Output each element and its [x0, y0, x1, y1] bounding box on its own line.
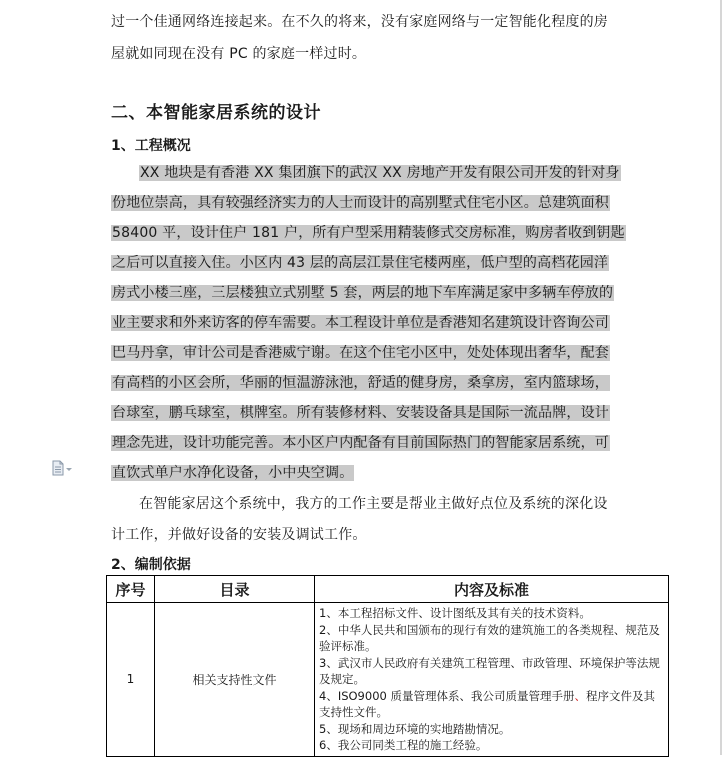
text-line: 理念先进，设计功能完善。本小区户内配备有目前国际热门的智能家居系统，可 — [112, 435, 609, 451]
text-line: 过一个佳通网络连接起来。在不久的将来，没有家庭网络与一定智能化程度的房 — [111, 14, 608, 30]
subsection-heading-basis: 2、编制依据 — [111, 557, 191, 573]
text-line: 在智能家居这个系统中，我方的工作主要是帮业主做好点位及系统的深化设 — [139, 496, 608, 512]
text-line: 之后可以直接入住。小区内 43 层的高层江景住宅楼两座，低户型的高档花园洋 — [112, 255, 609, 271]
list-item: 3、武汉市人民政府有关建筑工程管理、市政管理、环境保护等法规及规定。 — [319, 655, 660, 686]
document-options-icon[interactable] — [51, 460, 73, 476]
list-item: 5、现场和周边环境的实地踏勘情况。 — [319, 721, 511, 736]
row-number: 1 — [107, 603, 155, 757]
column-header: 内容及标准 — [315, 576, 669, 603]
text-line: 巴马丹拿，审计公司是香港威宁谢。在这个住宅小区中，处处体现出奢华，配套 — [112, 345, 609, 361]
text-line: XX 地块是有香港 XX 集团旗下的武汉 XX 房地产开发有限公司开发的针对身 — [140, 165, 620, 181]
text-line: 份地位崇高，具有较强经济实力的人士而设计的高别墅式住宅小区。总建筑面积 — [112, 195, 609, 211]
text-line: 房式小楼三座，三层楼独立式别墅 5 套，两层的地下车库满足家中多辆车停放的 — [112, 285, 614, 301]
text-line: 计工作，并做好设备的安装及调试工作。 — [111, 527, 367, 543]
text-line: 有高档的小区会所，华丽的恒温游泳池，舒适的健身房，桑拿房，室内篮球场， — [112, 375, 609, 391]
subsection-heading-overview: 1、工程概况 — [111, 138, 191, 154]
row-catalog: 相关支持性文件 — [155, 603, 315, 757]
list-item: 1、本工程招标文件、设计图纸及其有关的技术资料。 — [319, 606, 591, 620]
table-header-row — [107, 576, 669, 603]
list-item: 4、ISO9000 质量管理体系、我公司质量管理手册、程序文件及其支持性文件。 — [319, 688, 655, 719]
text-line: 屋就如同现在没有 PC 的家庭一样过时。 — [111, 46, 367, 62]
text-line: 业主要求和外来访客的停车需要。本工程设计单位是香港知名建筑设计咨询公司 — [112, 315, 609, 331]
row-content — [315, 603, 669, 757]
text-line: 58400 平，设计住户 181 户，所有户型采用精装修式交房标准，购房者收到钥匙 — [112, 225, 625, 241]
table-row — [107, 603, 669, 757]
text-line: 直饮式单户水净化设备，小中央空调。 — [112, 465, 354, 481]
text-line: 台球室，鹏乓球室，棋牌室。所有装修材料、安装设备具是国际一流品牌，设计 — [112, 405, 609, 421]
list-item: 2、中华人民共和国颁布的现行有效的建筑施工的各类规程、规范及验评标准。 — [319, 622, 660, 653]
column-header: 目录 — [155, 576, 315, 603]
column-header: 序号 — [107, 576, 155, 603]
list-item: 6、我公司同类工程的施工经验。 — [319, 738, 488, 752]
basis-table — [106, 575, 669, 757]
section-heading: 二、本智能家居系统的设计 — [111, 103, 321, 123]
